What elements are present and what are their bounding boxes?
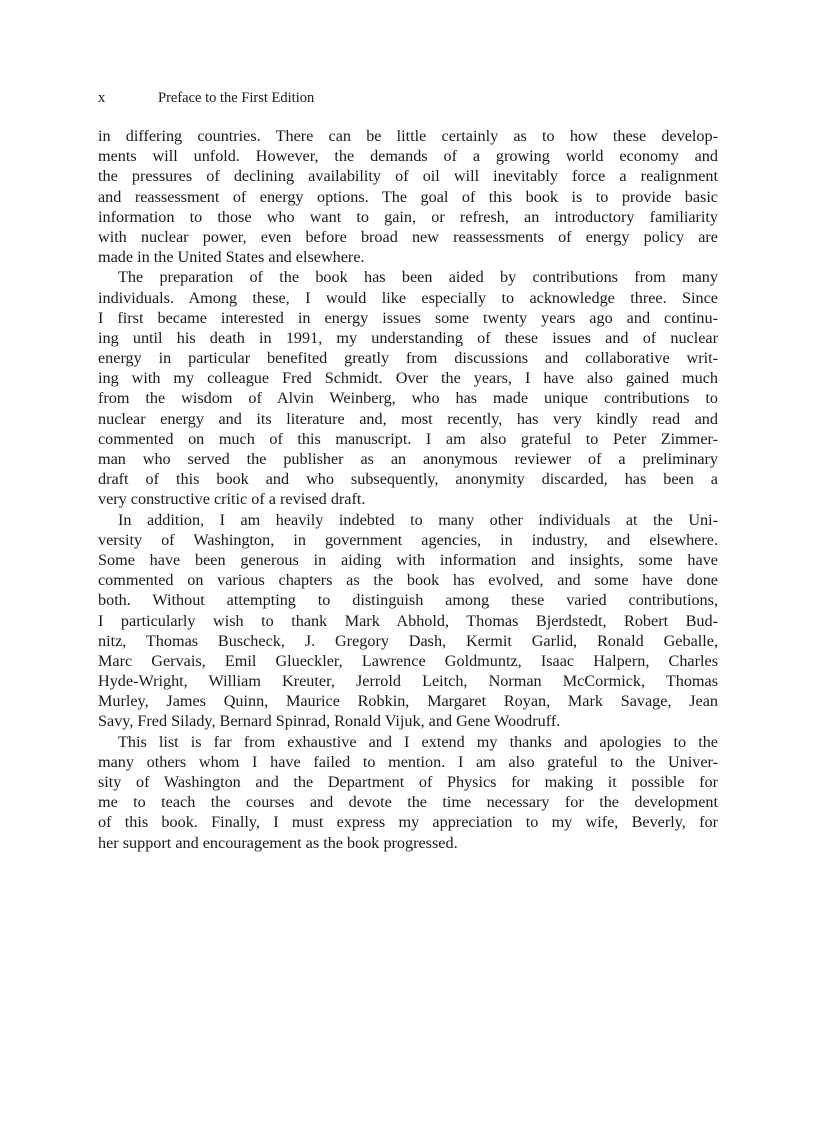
text-line: Some have been generous in aiding with information and insights, some have [98, 550, 718, 569]
text-line: I particularly wish to thank Mark Abhold, Thomas Bjerdstedt, Robert Bud- [98, 611, 718, 630]
preface-body [98, 126, 718, 853]
paragraph [98, 732, 718, 853]
text-line: This list is far from exhaustive and I extend my thanks and apologies to the [118, 732, 718, 751]
paragraph [98, 126, 718, 267]
text-line: in differing countries. There can be little certainly as to how these develop- [98, 127, 718, 145]
text-line: energy in particular benefited greatly from discussions and collaborative writ- [98, 349, 718, 368]
text-line: and reassessment of energy options. The goal of this book is to provide basic [98, 187, 718, 206]
text-line: very constructive critic of a revised draft. [98, 490, 366, 509]
text-line: ing until his death in 1991, my understanding of these issues and of nuclear [98, 328, 718, 347]
text-line: the pressures of declining availability of oil will inevitably force a realignment [98, 167, 718, 186]
text-line: I first became interested in energy issues some twenty years ago and continu- [98, 308, 718, 327]
text-line: Hyde-Wright, William Kreuter, Jerrold Leitch, Norman McCormick, Thomas [98, 672, 718, 691]
text-line: Murley, James Quinn, Maurice Robkin, Margaret Royan, Mark Savage, Jean [98, 692, 718, 711]
running-title: Preface to the First Edition [158, 90, 315, 106]
text-line: commented on much of this manuscript. I am also grateful to Peter Zimmer- [98, 429, 718, 448]
text-line: information to those who want to gain, or refresh, an introductory familiarity [98, 207, 718, 226]
text-line: In addition, I am heavily indebted to many other individuals at the Uni- [118, 510, 718, 529]
text-line: both. Without attempting to distinguish among these varied contributions, [98, 591, 718, 610]
text-line: versity of Washington, in government agencies, in industry, and elsewhere. [98, 530, 718, 549]
text-line: commented on various chapters as the book has evolved, and some have done [98, 571, 718, 590]
text-line: from the wisdom of Alvin Weinberg, who has made unique contributions to [98, 389, 718, 408]
text-line: her support and encouragement as the book progressed. [98, 833, 458, 852]
text-line: ments will unfold. However, the demands of a growing world economy and [98, 147, 718, 166]
text-line: of this book. Finally, I must express my appreciation to my wife, Beverly, for [98, 813, 718, 832]
text-line: The preparation of the book has been aided by contributions from many [118, 268, 718, 287]
text-line: Savy, Fred Silady, Bernard Spinrad, Ronald Vijuk, and Gene Woodruff. [98, 712, 561, 731]
text-line: sity of Washington and the Department of Physics for making it possible for [98, 773, 718, 791]
text-line: many others whom I have failed to mention. I am also grateful to the Univer- [98, 752, 718, 771]
text-line: draft of this book and who subsequently, anonymity discarded, has been a [98, 470, 718, 489]
text-line: made in the United States and elsewhere. [98, 248, 365, 267]
paragraph [98, 267, 718, 509]
text-line: nuclear energy and its literature and, most recently, has very kindly read and [98, 409, 718, 428]
text-line: nitz, Thomas Buscheck, J. Gregory Dash, Kermit Garlid, Ronald Geballe, [98, 631, 718, 650]
text-line: Marc Gervais, Emil Glueckler, Lawrence Goldmuntz, Isaac Halpern, Charles [98, 651, 718, 670]
text-line: man who served the publisher as an anonymous reviewer of a preliminary [98, 450, 718, 468]
text-line: individuals. Among these, I would like especially to acknowledge three. Since [98, 288, 718, 307]
text-line: with nuclear power, even before broad new reassessments of energy policy are [98, 227, 718, 246]
page-number: x [98, 90, 106, 106]
text-line: ing with my colleague Fred Schmidt. Over the years, I have also gained much [98, 369, 718, 388]
paragraph [98, 510, 718, 732]
text-line: me to teach the courses and devote the time necessary for the development [98, 793, 718, 812]
